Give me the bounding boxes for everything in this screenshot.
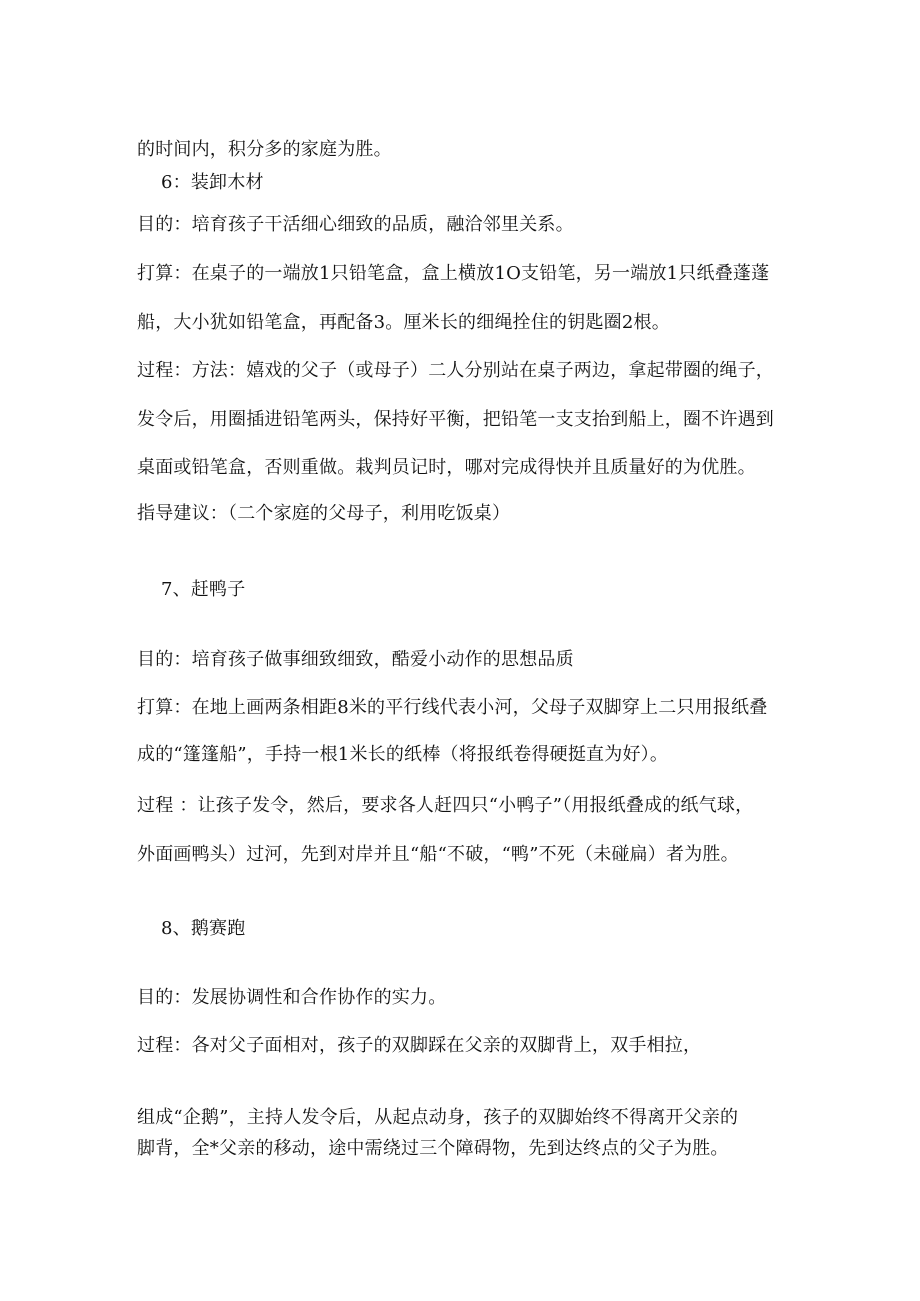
text-line-4: 打算：在桌子的一端放1只铅笔盒，盒上横放1O支铅笔，另一端放1只纸叠蓬蓬 bbox=[137, 263, 770, 284]
text-line-19: 组成“企鹅”，主持人发令后，从起点动身，孩子的双脚始终不得离开父亲的 bbox=[137, 1107, 739, 1128]
text-line-7: 发令后，用圈插进铅笔两头，保持好平衡，把铅笔一支支抬到船上，圈不许遇到 bbox=[137, 409, 774, 430]
text-line-11: 目的：培育孩子做事细致细致，酷爱小动作的思想品质 bbox=[137, 649, 574, 670]
text-line-18: 过程：各对父子面相对，孩子的双脚踩在父亲的双脚背上，双手相拉， bbox=[137, 1035, 702, 1056]
text-line-14: 过程 ：让孩子发令，然后，要求各人赶四只“小鸭子”（用报纸叠成的纸气球， bbox=[137, 795, 754, 816]
text-line-20: 脚背，全*父亲的移动，途中需绕过三个障碍物，先到达终点的父子为胜。 bbox=[137, 1138, 729, 1159]
section-heading-7: 7、赶鸭子 bbox=[161, 579, 246, 600]
text-line-9: 指导建议：（二个家庭的父母子，利用吃饭桌） bbox=[137, 503, 511, 524]
text-line-1: 的时间内，积分多的家庭为胜。 bbox=[137, 139, 392, 160]
text-line-15: 外面画鸭头）过河，先到对岸并且“船“不破，“鸭”不死（未碰扁）者为胜。 bbox=[137, 844, 739, 865]
text-line-5: 船，大小犹如铅笔盒，再配备3。厘米长的细绳拴住的钥匙圈2根。 bbox=[137, 312, 670, 333]
text-line-8: 桌面或铅笔盒，否则重做。栽判员记时，哪对完成得快并且质量好的为优胜。 bbox=[137, 457, 756, 478]
text-line-12: 打算：在地上画两条相距8米的平行线代表小河，父母子双脚穿上二只用报纸叠 bbox=[137, 697, 768, 718]
section-heading-8: 8、鹅赛跑 bbox=[161, 918, 246, 939]
text-line-13: 成的“篷篷船”，手持一根1米长的纸棒（将报纸卷得硬挺直为好）。 bbox=[137, 744, 669, 765]
text-line-6: 过程：方法：嬉戏的父子（或母子）二人分别站在桌子两边，拿起带圈的绳子， bbox=[137, 360, 774, 381]
text-line-3: 目的：培育孩子干活细心细致的品质，融洽邻里关系。 bbox=[137, 214, 574, 235]
text-line-17: 目的：发展协调性和合作协作的实力。 bbox=[137, 987, 447, 1008]
section-heading-6: 6：装卸木材 bbox=[161, 172, 264, 193]
